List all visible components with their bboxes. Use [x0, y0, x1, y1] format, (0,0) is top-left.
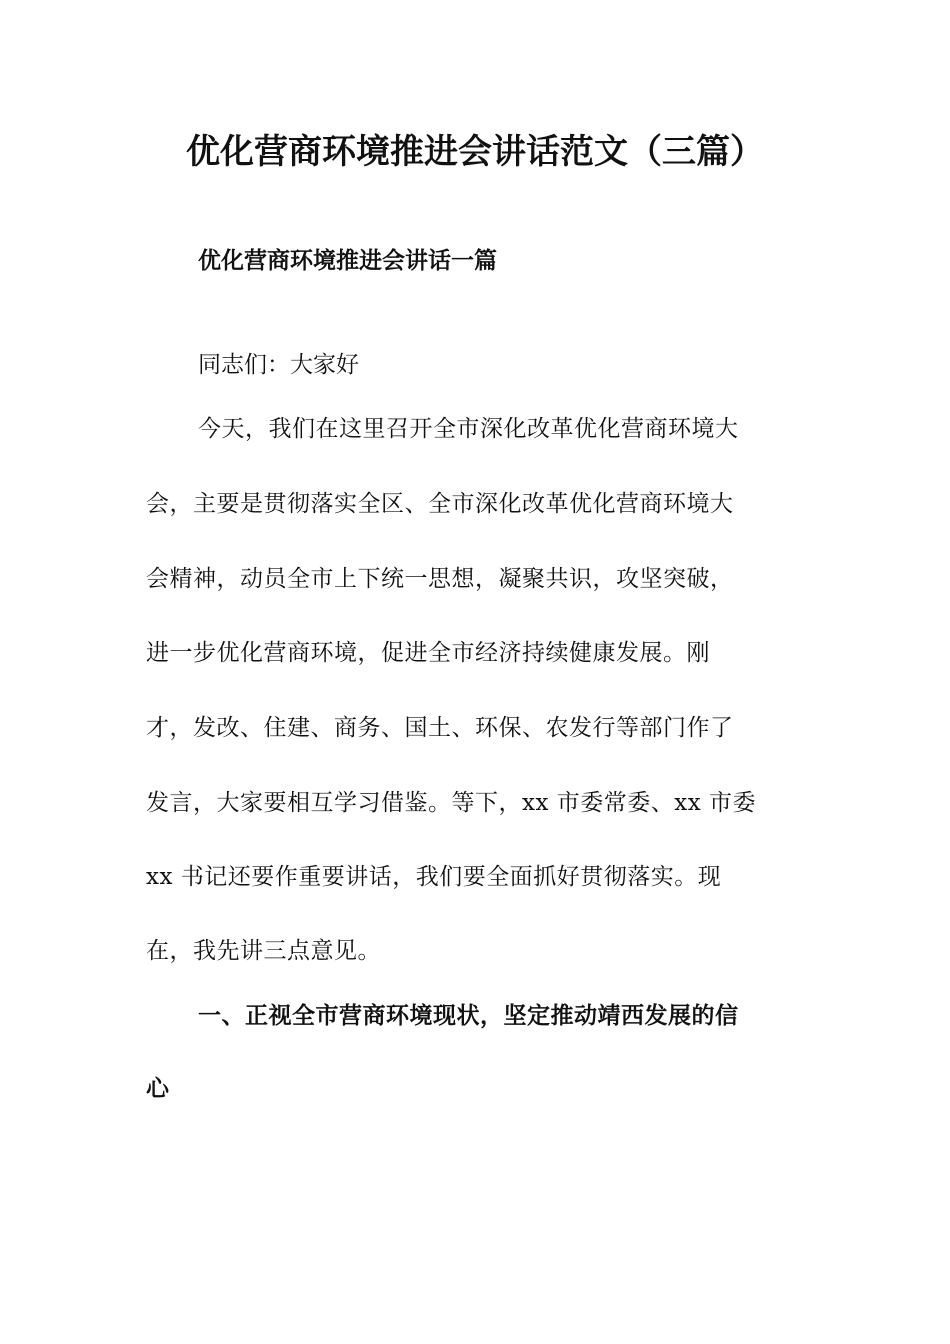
- greeting-line: 同志们：大家好: [198, 352, 359, 378]
- paragraph-line: 会精神，动员全市上下统一思想，凝聚共识，攻坚突破，: [146, 566, 734, 592]
- paragraph-line: 才，发改、住建、商务、国土、环保、农发行等部门作了: [146, 715, 734, 741]
- paragraph-line: 在，我先讲三点意见。: [146, 938, 381, 964]
- paragraph-line: 发言，大家要相互学习借鉴。等下，xx 市委常委、xx 市委: [146, 790, 757, 816]
- document-title: 优化营商环境推进会讲话范文（三篇）: [186, 132, 764, 172]
- paragraph-line: xx 书记还要作重要讲话，我们要全面抓好贯彻落实。现: [146, 864, 722, 890]
- section-heading-line: 心: [146, 1075, 170, 1102]
- paragraph-line: 进一步优化营商环境，促进全市经济持续健康发展。刚: [146, 640, 710, 666]
- document-subtitle: 优化营商环境推进会讲话一篇: [198, 247, 497, 274]
- paragraph-line: 会，主要是贯彻落实全区、全市深化改革优化营商环境大: [146, 491, 734, 517]
- section-heading-line: 一、正视全市营商环境现状，坚定推动靖西发展的信: [198, 1002, 739, 1029]
- paragraph-line: 今天，我们在这里召开全市深化改革优化营商环境大: [198, 416, 739, 442]
